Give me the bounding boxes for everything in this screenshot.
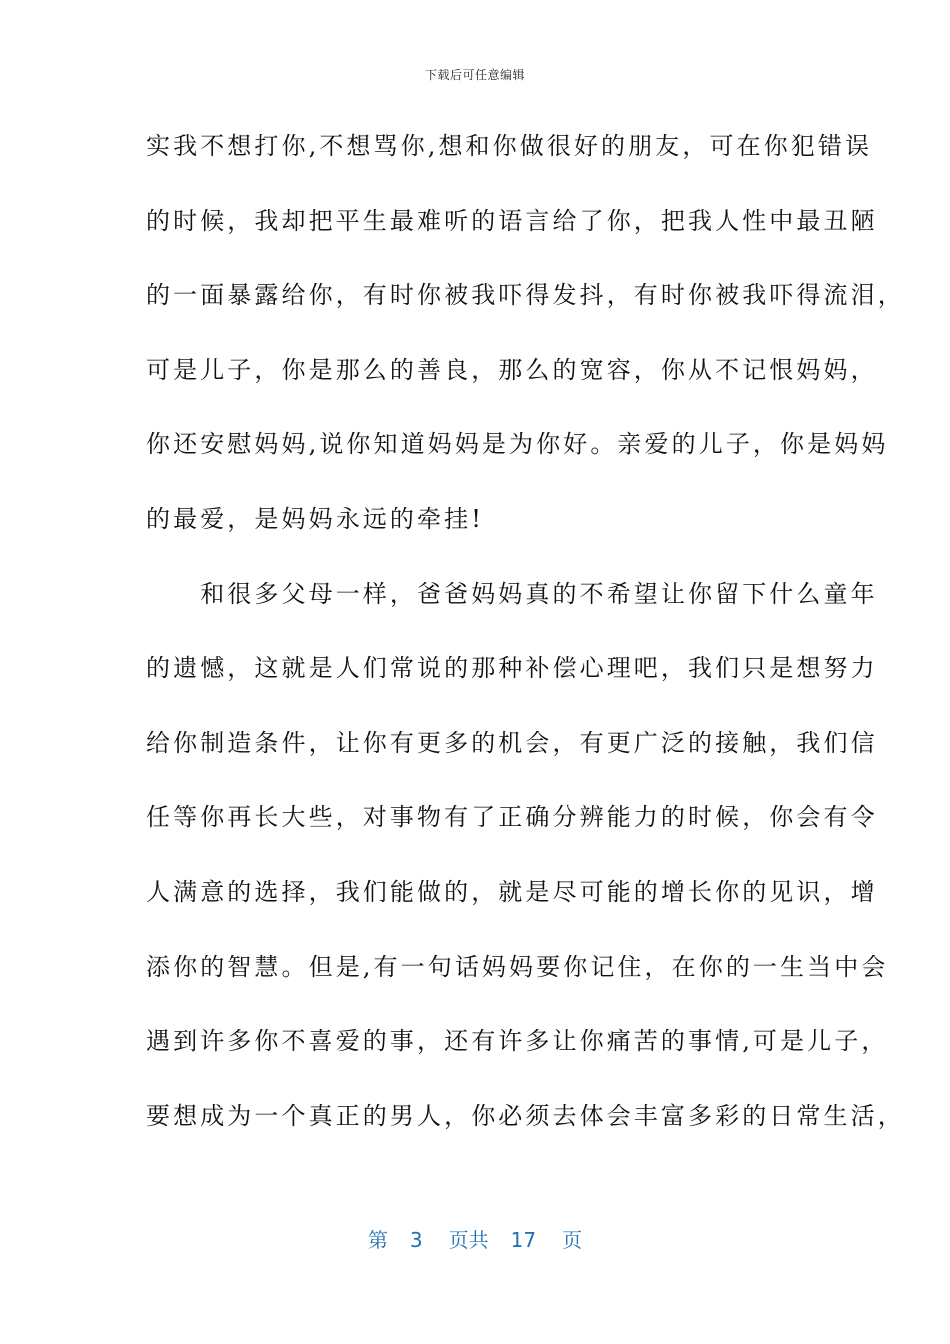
footer-prefix: 第 <box>367 1228 388 1252</box>
text-line: 的最爱，是妈妈永远的牵挂! <box>146 504 484 533</box>
text-line: 遇到许多你不喜爱的事，还有许多让你痛苦的事情,可是儿子， <box>146 1027 889 1056</box>
text-line: 任等你再长大些，对事物有了正确分辨能力的时候，你会有令 <box>146 803 878 832</box>
text-line: 要想成为一个真正的男人，你必须去体会丰富多彩的日常生活， <box>146 1101 905 1130</box>
text-line: 人满意的选择，我们能做的，就是尽可能的增长你的见识，增 <box>146 877 878 906</box>
text-line: 的一面暴露给你，有时你被我吓得发抖，有时你被我吓得流泪， <box>146 281 905 310</box>
footer-middle: 页共 <box>448 1228 489 1252</box>
text-line: 的时候，我却把平生最难听的语言给了你，把我人性中最丑陋 <box>146 206 878 235</box>
text-line: 你还安慰妈妈,说你知道妈妈是为你好。亲爱的儿子，你是妈妈 <box>146 430 889 459</box>
text-line: 给你制造条件，让你有更多的机会，有更广泛的接触，我们信 <box>146 728 878 757</box>
total-page-number: 17 <box>510 1228 537 1252</box>
text-line: 实我不想打你,不想骂你,想和你做很好的朋友，可在你犯错误 <box>146 132 873 160</box>
text-line: 可是儿子，你是那么的善良，那么的宽容，你从不记恨妈妈， <box>146 355 878 384</box>
current-page-number: 3 <box>409 1228 423 1252</box>
page-header: 下载后可任意编辑 <box>424 68 525 82</box>
text-line: 和很多父母一样，爸爸妈妈真的不希望让你留下什么童年 <box>146 579 878 608</box>
footer-suffix: 页 <box>562 1228 583 1252</box>
page-footer <box>0 1224 950 1253</box>
document-body <box>146 124 905 1168</box>
text-line: 添你的智慧。但是,有一句话妈妈要你记住，在你的一生当中会 <box>146 952 889 981</box>
text-line: 的遗憾，这就是人们常说的那种补偿心理吧，我们只是想努力 <box>146 654 878 683</box>
